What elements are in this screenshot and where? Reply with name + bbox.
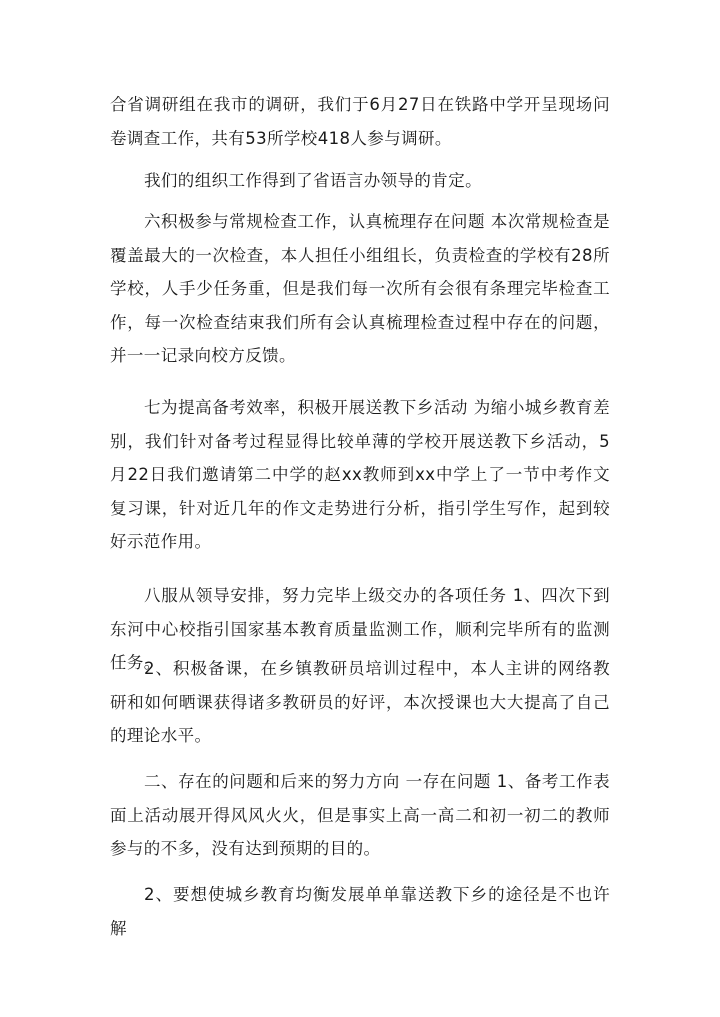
- paragraph-lesson-prep: 2、积极备课，在乡镇教研员培训过程中，本人主讲的网络教研和如何晒课获得诸多教研员的好评，本次授课也大大提高了自己的理论水平。: [110, 659, 610, 746]
- paragraph-problems: 二、存在的问题和后来的努力方向 一存在问题 1、备考工作表面上活动展开得风风火火，但是事实上高一高二和初一初二的教师参与的不多，没有达到预期的目的。: [110, 772, 610, 859]
- paragraph-affirmation: 我们的组织工作得到了省语言办领导的肯定。: [144, 171, 482, 190]
- paragraph-routine-inspection: 六积极参与常规检查工作，认真梳理存在问题 本次常规检查是覆盖最大的一次检查，本人担任小组组长，负责检查的学校有28所学校，人手少任务重，但是我们每一次所有会很有条理完毕检查工作，每一次检查结束我们所有会认真梳理检查过程中存在的问题，并一一记录向校方反馈。: [110, 212, 610, 366]
- paragraph-teaching-outreach: 七为提高备考效率，积极开展送教下乡活动 为缩小城乡教育差别，我们针对备考过程显得比较单薄的学校开展送教下乡活动，5月22日我们邀请第二中学的赵xx教师到xx中学上了一节中考作文复习课，针对近几年的作文走势进行分析，指引学生写作，起到较好示范作用。: [110, 398, 610, 552]
- paragraph-assigned-tasks: 八服从领导安排，努力完毕上级交办的各项任务 1、四次下到东河中心校指引国家基本教育质量监测工作，顺利完毕所有的监测任务。: [110, 586, 610, 673]
- paragraph-survey: 合省调研组在我市的调研，我们于6月27日在铁路中学开呈现场问卷调查工作，共有53所学校418人参与调研。: [110, 95, 610, 148]
- paragraph-balanced-development: 2、要想使城乡教育均衡发展单单靠送教下乡的途径是不也许解: [110, 885, 610, 938]
